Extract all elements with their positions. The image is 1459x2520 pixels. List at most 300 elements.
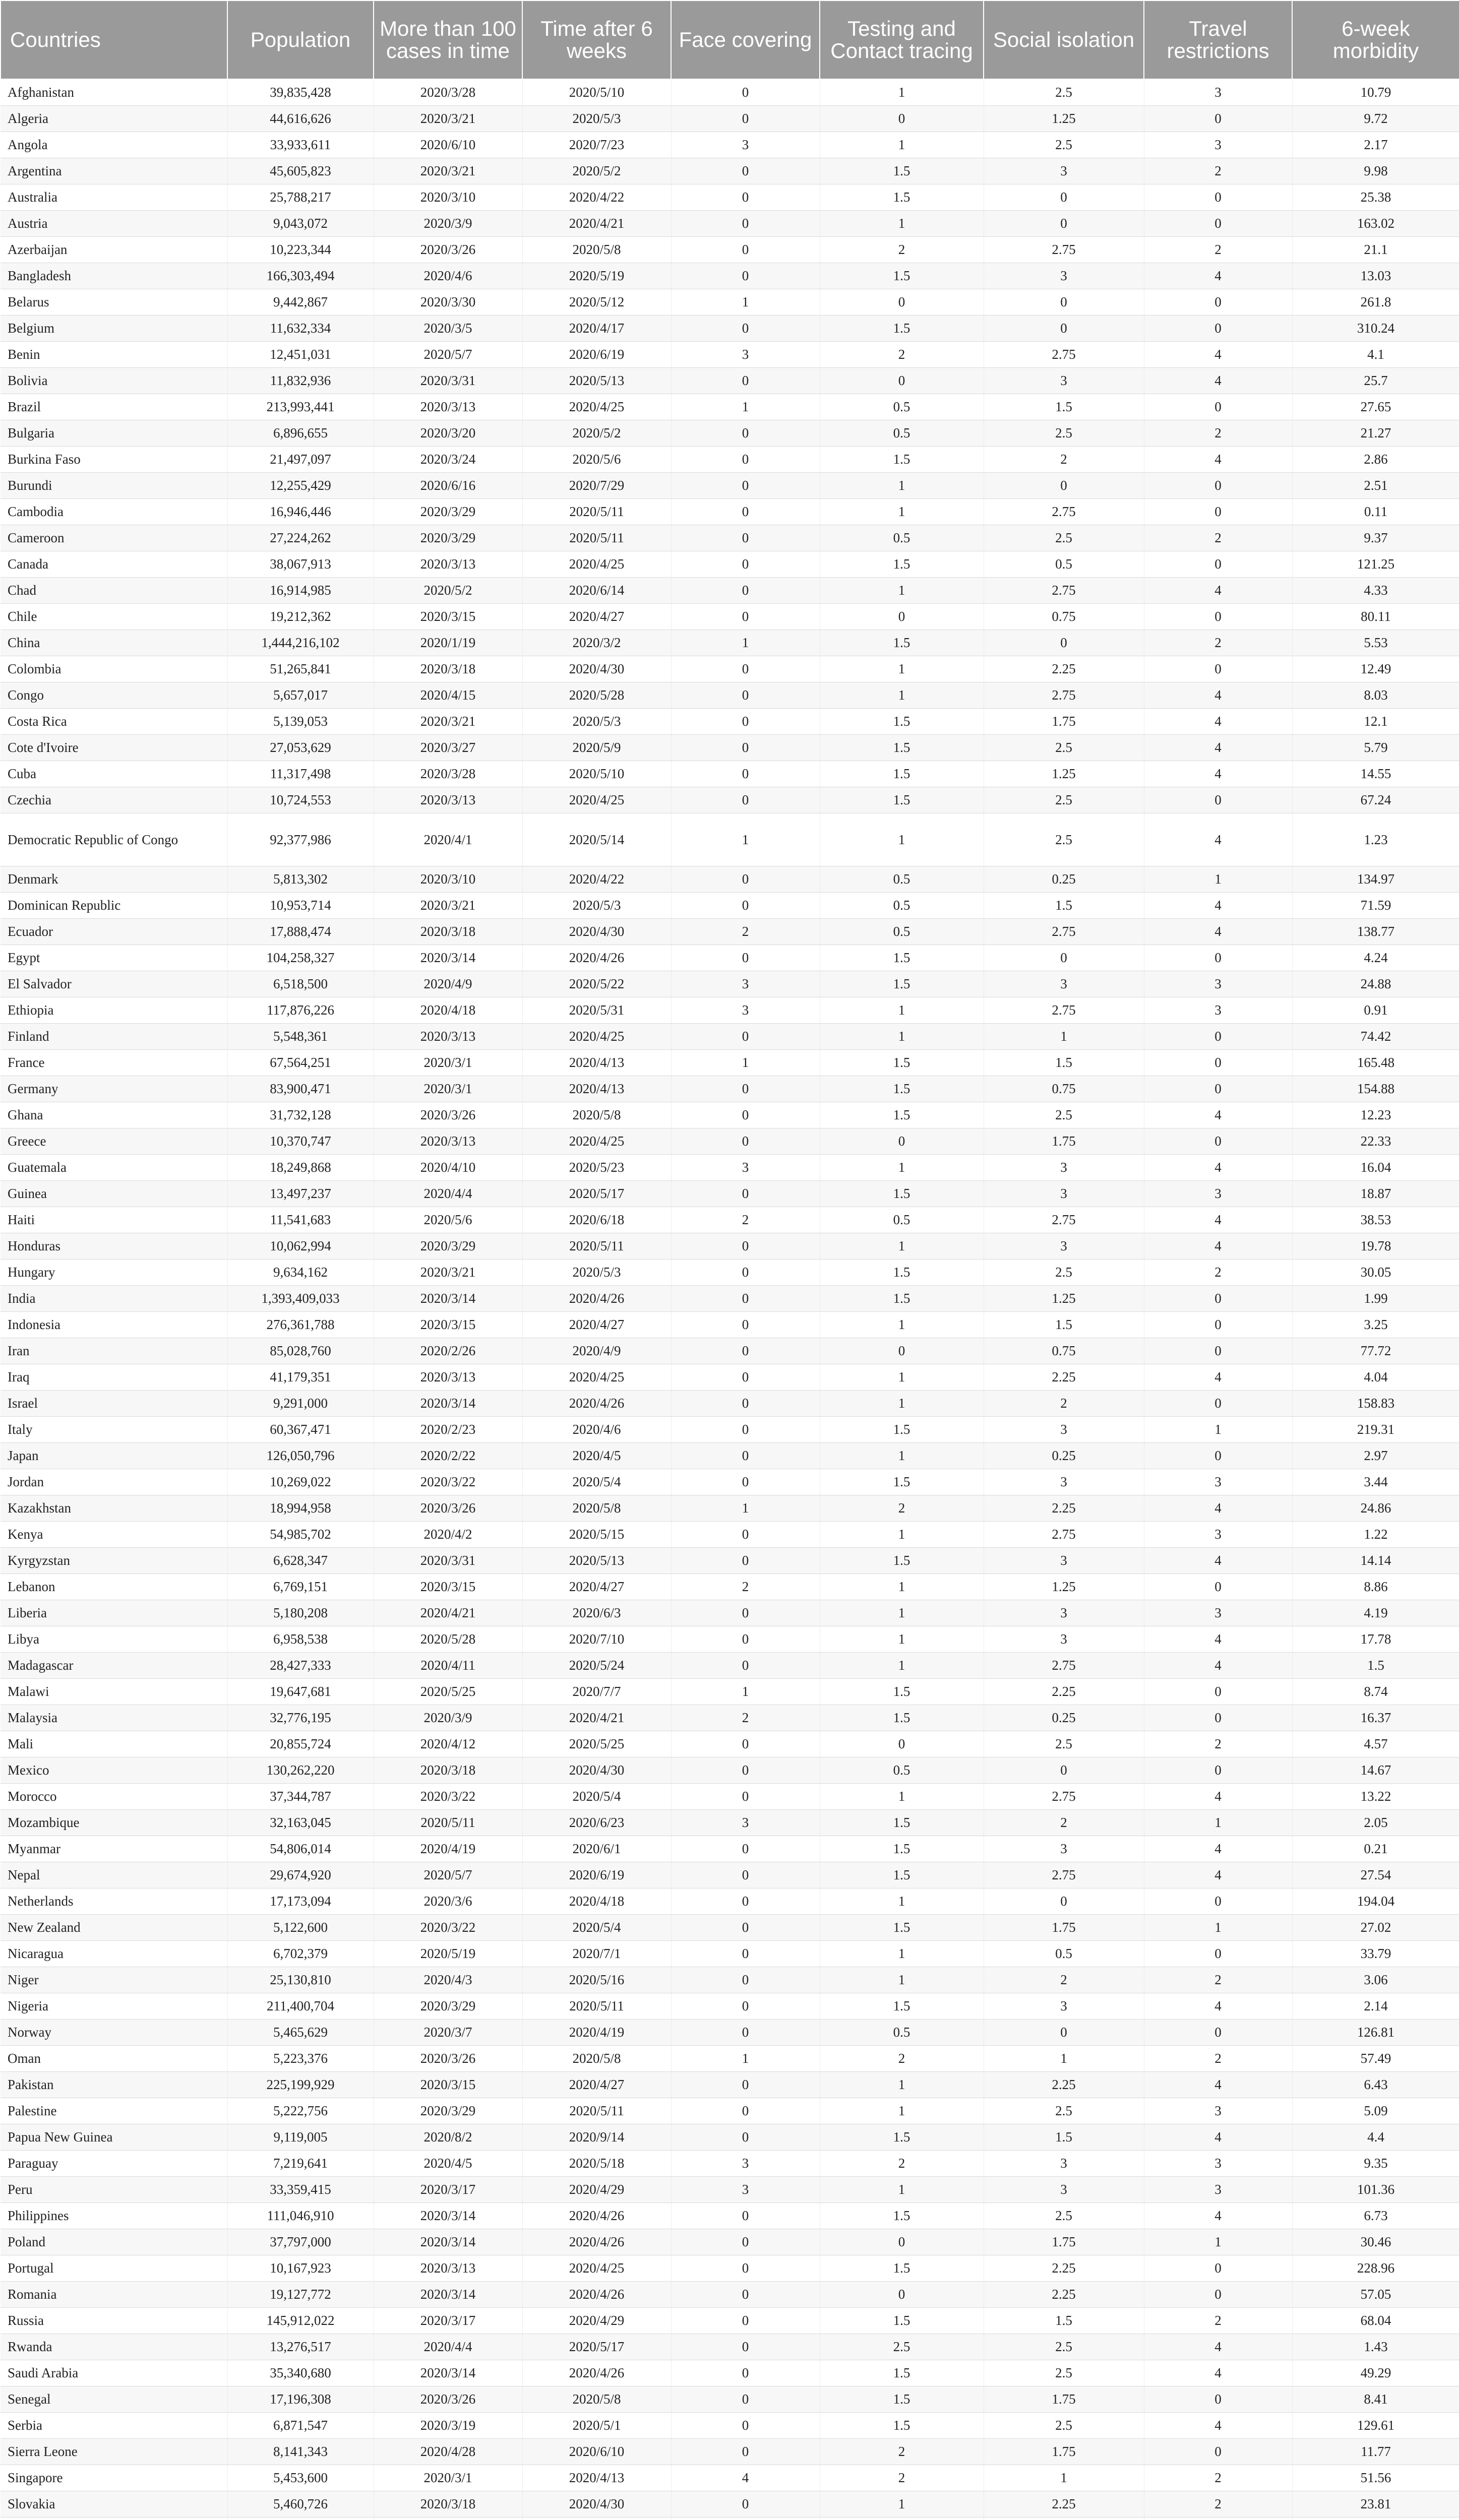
table-cell-face-covering: 0 (671, 184, 820, 210)
table-cell-time-after-6-weeks: 2020/4/25 (522, 1128, 671, 1154)
table-cell-time-after-6-weeks: 2020/5/8 (522, 1495, 671, 1521)
table-cell-time-after-6-weeks: 2020/5/17 (522, 2334, 671, 2360)
table-cell-6-week-morbidity: 74.42 (1292, 1023, 1459, 1049)
table-cell-more-than-100-cases: 2020/3/29 (374, 2098, 522, 2124)
table-cell-travel-restrictions: 0 (1144, 1888, 1292, 1914)
table-cell-testing-contact-tracing: 1.5 (820, 1180, 984, 1207)
table-cell-country: Rwanda (1, 2334, 227, 2360)
table-cell-country: Costa Rica (1, 708, 227, 734)
table-cell-more-than-100-cases: 2020/4/6 (374, 263, 522, 289)
table-cell-country: Bulgaria (1, 420, 227, 446)
table-cell-social-isolation: 2.75 (984, 1652, 1144, 1678)
table-cell-testing-contact-tracing: 1 (820, 79, 984, 105)
table-row (1, 2334, 1459, 2360)
table-row (1, 132, 1459, 158)
table-cell-time-after-6-weeks: 2020/5/6 (522, 446, 671, 472)
table-cell-social-isolation: 3 (984, 1993, 1144, 2019)
table-cell-country: Nigeria (1, 1993, 227, 2019)
table-cell-social-isolation: 3 (984, 263, 1144, 289)
table-cell-6-week-morbidity: 4.33 (1292, 577, 1459, 603)
table-cell-face-covering: 0 (671, 2255, 820, 2281)
table-cell-time-after-6-weeks: 2020/5/18 (522, 2150, 671, 2176)
table-cell-travel-restrictions: 0 (1144, 1338, 1292, 1364)
table-cell-travel-restrictions: 0 (1144, 472, 1292, 498)
table-cell-country: Belgium (1, 315, 227, 341)
table-cell-6-week-morbidity: 9.35 (1292, 2150, 1459, 2176)
table-cell-population: 20,855,724 (227, 1731, 374, 1757)
table-cell-face-covering: 1 (671, 394, 820, 420)
table-cell-social-isolation: 2.5 (984, 787, 1144, 813)
table-cell-testing-contact-tracing (820, 2517, 984, 2520)
table-cell-social-isolation: 3 (984, 1180, 1144, 1207)
table-cell-travel-restrictions: 4 (1144, 1154, 1292, 1180)
table-cell-country: Iran (1, 1338, 227, 1364)
table-cell-social-isolation: 2 (984, 1809, 1144, 1836)
table-cell-country: Indonesia (1, 1311, 227, 1338)
table-cell-more-than-100-cases: 2020/3/26 (374, 236, 522, 263)
table-cell-population: 18,249,868 (227, 1154, 374, 1180)
table-cell-country: Sierra Leone (1, 2438, 227, 2465)
table-cell-country: Guatemala (1, 1154, 227, 1180)
table-cell-population: 1,393,409,033 (227, 1285, 374, 1311)
table-cell-population: 145,912,022 (227, 2307, 374, 2334)
table-cell-testing-contact-tracing: 1 (820, 1573, 984, 1600)
table-cell-time-after-6-weeks: 2020/7/10 (522, 1626, 671, 1652)
table-row (1, 367, 1459, 394)
table-cell-more-than-100-cases: 2020/5/7 (374, 1862, 522, 1888)
table-cell-time-after-6-weeks: 2020/5/3 (522, 892, 671, 918)
table-cell-social-isolation: 1.25 (984, 1573, 1144, 1600)
table-cell-face-covering: 0 (671, 498, 820, 525)
table-cell-population: 5,465,629 (227, 2019, 374, 2045)
table-cell-more-than-100-cases: 2020/3/31 (374, 367, 522, 394)
table-cell-country: Mali (1, 1731, 227, 1757)
table-cell-country: Israel (1, 1390, 227, 1416)
table-cell-population: 7,219,641 (227, 2150, 374, 2176)
table-cell-6-week-morbidity: 3.06 (1292, 1967, 1459, 1993)
table-cell-social-isolation: 2.5 (984, 79, 1144, 105)
table-cell-time-after-6-weeks: 2020/5/3 (522, 708, 671, 734)
table-cell-social-isolation: 2.75 (984, 997, 1144, 1023)
table-cell-social-isolation: 2 (984, 1390, 1144, 1416)
table-cell-time-after-6-weeks: 2020/5/28 (522, 682, 671, 708)
table-row (1, 1390, 1459, 1416)
table-row (1, 1731, 1459, 1757)
table-cell-time-after-6-weeks: 2020/4/26 (522, 944, 671, 971)
table-cell-travel-restrictions: 3 (1144, 971, 1292, 997)
table-cell-travel-restrictions: 0 (1144, 551, 1292, 577)
table-cell-more-than-100-cases: 2020/5/28 (374, 1626, 522, 1652)
table-cell-country: Canada (1, 551, 227, 577)
table-row (1, 997, 1459, 1023)
table-cell-face-covering: 2 (671, 1573, 820, 1600)
table-row (1, 1233, 1459, 1259)
table-row (1, 498, 1459, 525)
table-cell-population: 11,317,498 (227, 761, 374, 787)
table-row (1, 1311, 1459, 1338)
table-cell-country: Brazil (1, 394, 227, 420)
table-cell-population: 33,933,611 (227, 132, 374, 158)
table-cell-6-week-morbidity (1292, 2517, 1459, 2520)
table-cell-time-after-6-weeks: 2020/4/5 (522, 1442, 671, 1469)
table-cell-more-than-100-cases: 2020/3/22 (374, 1469, 522, 1495)
table-cell-travel-restrictions: 0 (1144, 2438, 1292, 2465)
table-cell-time-after-6-weeks: 2020/5/11 (522, 2098, 671, 2124)
table-cell-6-week-morbidity: 80.11 (1292, 603, 1459, 629)
table-cell-population: 16,914,985 (227, 577, 374, 603)
table-cell-country: Ecuador (1, 918, 227, 944)
table-cell-6-week-morbidity: 27.54 (1292, 1862, 1459, 1888)
table-cell-population: 12,451,031 (227, 341, 374, 367)
table-row (1, 761, 1459, 787)
table-cell-social-isolation: 2.5 (984, 525, 1144, 551)
table-cell-country: Haiti (1, 1207, 227, 1233)
table-cell-6-week-morbidity: 14.55 (1292, 761, 1459, 787)
table-row (1, 263, 1459, 289)
table-cell-population: 6,769,151 (227, 1573, 374, 1600)
table-row (1, 1049, 1459, 1076)
table-cell-testing-contact-tracing: 1.5 (820, 1705, 984, 1731)
table-cell-6-week-morbidity: 4.1 (1292, 341, 1459, 367)
table-cell-face-covering: 0 (671, 105, 820, 132)
table-cell-6-week-morbidity: 14.67 (1292, 1757, 1459, 1783)
table-cell-country: Palestine (1, 2098, 227, 2124)
table-cell-social-isolation: 0 (984, 629, 1144, 656)
table-cell-6-week-morbidity: 21.1 (1292, 236, 1459, 263)
table-cell-country: Azerbaijan (1, 236, 227, 263)
table-cell-travel-restrictions: 3 (1144, 997, 1292, 1023)
table-cell-social-isolation: 2.75 (984, 1521, 1144, 1547)
table-cell-face-covering: 0 (671, 1600, 820, 1626)
table-cell-travel-restrictions: 4 (1144, 1547, 1292, 1573)
table-cell-more-than-100-cases: 2020/3/30 (374, 289, 522, 315)
table-cell-more-than-100-cases: 2020/3/13 (374, 551, 522, 577)
table-cell-6-week-morbidity: 4.57 (1292, 1731, 1459, 1757)
table-cell-travel-restrictions: 0 (1144, 1573, 1292, 1600)
table-cell-6-week-morbidity: 3.25 (1292, 1311, 1459, 1338)
table-cell-country: Morocco (1, 1783, 227, 1809)
table-cell-face-covering: 0 (671, 1888, 820, 1914)
table-cell-more-than-100-cases: 2020/5/25 (374, 1678, 522, 1705)
table-row (1, 2491, 1459, 2517)
table-cell-country: Czechia (1, 787, 227, 813)
table-cell-face-covering: 0 (671, 1469, 820, 1495)
table-row (1, 1600, 1459, 1626)
table-row (1, 79, 1459, 105)
table-cell-6-week-morbidity: 129.61 (1292, 2412, 1459, 2438)
table-cell-more-than-100-cases: 2020/3/14 (374, 2202, 522, 2229)
table-cell-testing-contact-tracing: 2 (820, 1495, 984, 1521)
table-cell-more-than-100-cases: 2020/4/19 (374, 1836, 522, 1862)
table-cell-face-covering: 1 (671, 629, 820, 656)
table-cell-face-covering: 0 (671, 2281, 820, 2307)
table-cell-population: 6,628,347 (227, 1547, 374, 1573)
table-row (1, 158, 1459, 184)
table-cell-time-after-6-weeks: 2020/4/18 (522, 1888, 671, 1914)
table-cell-testing-contact-tracing: 1.5 (820, 158, 984, 184)
table-cell-time-after-6-weeks: 2020/6/3 (522, 1600, 671, 1626)
table-cell-travel-restrictions: 0 (1144, 498, 1292, 525)
table-cell-population: 5,813,302 (227, 866, 374, 892)
table-cell-more-than-100-cases: 2020/3/22 (374, 1783, 522, 1809)
table-cell-testing-contact-tracing: 1 (820, 682, 984, 708)
table-cell-testing-contact-tracing: 1 (820, 656, 984, 682)
table-cell-travel-restrictions: 0 (1144, 2019, 1292, 2045)
table-cell-time-after-6-weeks: 2020/5/4 (522, 1783, 671, 1809)
table-cell-6-week-morbidity: 12.23 (1292, 1102, 1459, 1128)
table-cell-social-isolation: 2.25 (984, 2071, 1144, 2098)
table-cell-population: 51,265,841 (227, 656, 374, 682)
table-cell-social-isolation: 2.5 (984, 2334, 1144, 2360)
table-cell-country: Mozambique (1, 1809, 227, 1836)
table-cell-travel-restrictions: 2 (1144, 236, 1292, 263)
table-cell-testing-contact-tracing: 1.5 (820, 1547, 984, 1573)
table-cell-more-than-100-cases: 2020/3/14 (374, 1285, 522, 1311)
table-cell-travel-restrictions: 1 (1144, 1416, 1292, 1442)
table-row (1, 656, 1459, 682)
table-cell-more-than-100-cases: 2020/3/28 (374, 79, 522, 105)
table-row (1, 1076, 1459, 1102)
table-cell-population: 10,370,747 (227, 1128, 374, 1154)
table-cell-face-covering: 2 (671, 1207, 820, 1233)
table-cell-face-covering: 0 (671, 367, 820, 394)
table-cell-country: Congo (1, 682, 227, 708)
table-row (1, 2281, 1459, 2307)
table-cell-time-after-6-weeks: 2020/4/26 (522, 2360, 671, 2386)
table-row (1, 1652, 1459, 1678)
table-cell-country: Nicaragua (1, 1940, 227, 1967)
table-cell-social-isolation: 2.25 (984, 2255, 1144, 2281)
table-cell-face-covering: 0 (671, 2491, 820, 2517)
table-cell-travel-restrictions: 2 (1144, 1259, 1292, 1285)
table-cell-testing-contact-tracing: 2 (820, 2045, 984, 2071)
table-cell-testing-contact-tracing: 1 (820, 2491, 984, 2517)
table-cell-travel-restrictions: 0 (1144, 105, 1292, 132)
table-row (1, 1705, 1459, 1731)
table-cell-population (227, 2517, 374, 2520)
table-cell-population: 211,400,704 (227, 1993, 374, 2019)
table-cell-social-isolation: 2.75 (984, 918, 1144, 944)
table-cell-time-after-6-weeks: 2020/6/18 (522, 1207, 671, 1233)
table-cell-face-covering: 0 (671, 2098, 820, 2124)
table-cell-testing-contact-tracing: 0 (820, 1338, 984, 1364)
table-cell-more-than-100-cases: 2020/3/10 (374, 184, 522, 210)
table-cell-more-than-100-cases: 2020/3/19 (374, 2412, 522, 2438)
table-cell-country: Argentina (1, 158, 227, 184)
table-cell-population: 41,179,351 (227, 1364, 374, 1390)
table-cell-social-isolation: 2.5 (984, 734, 1144, 761)
table-cell-testing-contact-tracing: 1.5 (820, 629, 984, 656)
table-cell-travel-restrictions: 1 (1144, 1914, 1292, 1940)
table-cell-more-than-100-cases: 2020/3/13 (374, 1023, 522, 1049)
table-cell-population: 5,139,053 (227, 708, 374, 734)
table-cell-travel-restrictions: 4 (1144, 446, 1292, 472)
table-cell-face-covering (671, 2517, 820, 2520)
table-cell-population: 29,674,920 (227, 1862, 374, 1888)
table-cell-6-week-morbidity: 6.43 (1292, 2071, 1459, 2098)
table-cell-more-than-100-cases: 2020/3/7 (374, 2019, 522, 2045)
table-cell-more-than-100-cases: 2020/3/13 (374, 394, 522, 420)
table-cell-more-than-100-cases: 2020/3/29 (374, 525, 522, 551)
table-cell-social-isolation: 1 (984, 2465, 1144, 2491)
table-row (1, 1626, 1459, 1652)
table-cell-time-after-6-weeks: 2020/4/22 (522, 184, 671, 210)
table-cell-country: Cuba (1, 761, 227, 787)
table-cell-more-than-100-cases: 2020/5/2 (374, 577, 522, 603)
table-cell-6-week-morbidity: 228.96 (1292, 2255, 1459, 2281)
table-row (1, 2124, 1459, 2150)
table-cell-face-covering: 1 (671, 1495, 820, 1521)
table-cell-testing-contact-tracing: 0.5 (820, 918, 984, 944)
table-cell-more-than-100-cases: 2020/4/12 (374, 1731, 522, 1757)
table-row (1, 2098, 1459, 2124)
table-cell-population: 5,122,600 (227, 1914, 374, 1940)
table-cell-travel-restrictions: 0 (1144, 2386, 1292, 2412)
table-row (1, 1757, 1459, 1783)
table-cell-social-isolation: 0 (984, 1888, 1144, 1914)
table-cell-testing-contact-tracing: 1.5 (820, 944, 984, 971)
table-cell-time-after-6-weeks: 2020/4/25 (522, 394, 671, 420)
table-cell-population: 9,442,867 (227, 289, 374, 315)
table-cell-travel-restrictions: 4 (1144, 1364, 1292, 1390)
table-cell-6-week-morbidity: 219.31 (1292, 1416, 1459, 1442)
table-cell-time-after-6-weeks: 2020/5/4 (522, 1469, 671, 1495)
table-cell-time-after-6-weeks: 2020/4/19 (522, 2019, 671, 2045)
table-cell-6-week-morbidity: 165.48 (1292, 1049, 1459, 1076)
table-cell-time-after-6-weeks: 2020/4/26 (522, 1285, 671, 1311)
table-cell-face-covering: 0 (671, 551, 820, 577)
table-cell-6-week-morbidity: 27.02 (1292, 1914, 1459, 1940)
table-cell-time-after-6-weeks: 2020/4/13 (522, 2465, 671, 2491)
table-cell-social-isolation: 2.5 (984, 1102, 1144, 1128)
table-cell-country: Peru (1, 2176, 227, 2202)
table-cell-social-isolation: 2.75 (984, 341, 1144, 367)
table-cell-population: 9,043,072 (227, 210, 374, 236)
table-cell-country: Cambodia (1, 498, 227, 525)
table-cell-population: 6,518,500 (227, 971, 374, 997)
table-cell-6-week-morbidity: 68.04 (1292, 2307, 1459, 2334)
table-cell-face-covering: 3 (671, 997, 820, 1023)
table-cell-social-isolation: 3 (984, 2150, 1144, 2176)
table-cell-6-week-morbidity: 2.51 (1292, 472, 1459, 498)
column-header-6-week-morbidity: 6-week morbidity (1292, 1, 1459, 79)
table-cell-6-week-morbidity: 1.99 (1292, 1285, 1459, 1311)
table-cell-more-than-100-cases: 2020/3/1 (374, 1049, 522, 1076)
table-cell-population: 83,900,471 (227, 1076, 374, 1102)
table-row (1, 236, 1459, 263)
table-row (1, 341, 1459, 367)
table-cell-time-after-6-weeks: 2020/4/22 (522, 866, 671, 892)
table-row (1, 1967, 1459, 1993)
table-cell-country: Bolivia (1, 367, 227, 394)
table-cell-testing-contact-tracing: 1 (820, 2176, 984, 2202)
table-cell-6-week-morbidity: 5.09 (1292, 2098, 1459, 2124)
table-cell-more-than-100-cases: 2020/3/18 (374, 2491, 522, 2517)
table-cell-testing-contact-tracing: 0 (820, 289, 984, 315)
table-cell-6-week-morbidity: 11.77 (1292, 2438, 1459, 2465)
table-row (1, 1573, 1459, 1600)
table-cell-travel-restrictions: 0 (1144, 1128, 1292, 1154)
table-cell-social-isolation: 1 (984, 1023, 1144, 1049)
table-cell-6-week-morbidity: 1.43 (1292, 2334, 1459, 2360)
table-cell-more-than-100-cases: 2020/4/28 (374, 2438, 522, 2465)
table-row (1, 1128, 1459, 1154)
table-cell-population: 8,141,343 (227, 2438, 374, 2465)
table-cell-testing-contact-tracing: 1 (820, 1023, 984, 1049)
table-row (1, 420, 1459, 446)
table-cell-time-after-6-weeks: 2020/5/24 (522, 1652, 671, 1678)
table-cell-social-isolation: 1 (984, 2045, 1144, 2071)
table-cell-population: 17,888,474 (227, 918, 374, 944)
table-cell-testing-contact-tracing: 1.5 (820, 761, 984, 787)
table-cell-time-after-6-weeks: 2020/5/10 (522, 79, 671, 105)
table-cell-face-covering: 0 (671, 1993, 820, 2019)
table-cell-testing-contact-tracing: 0 (820, 105, 984, 132)
table-cell-country: Poland (1, 2229, 227, 2255)
table-cell-travel-restrictions: 4 (1144, 2071, 1292, 2098)
table-cell-6-week-morbidity: 126.81 (1292, 2019, 1459, 2045)
table-cell-social-isolation: 0.25 (984, 1705, 1144, 1731)
table-cell-testing-contact-tracing: 0 (820, 2281, 984, 2307)
table-cell-social-isolation: 2.75 (984, 1207, 1144, 1233)
table-cell-population: 31,732,128 (227, 1102, 374, 1128)
table-cell-time-after-6-weeks: 2020/5/4 (522, 1914, 671, 1940)
table-cell-country: Ethiopia (1, 997, 227, 1023)
table-cell-time-after-6-weeks: 2020/4/13 (522, 1049, 671, 1076)
table-cell-country: Cote d'Ivoire (1, 734, 227, 761)
table-cell-more-than-100-cases: 2020/3/9 (374, 210, 522, 236)
table-cell-6-week-morbidity: 138.77 (1292, 918, 1459, 944)
table-row (1, 2386, 1459, 2412)
table-row (1, 446, 1459, 472)
table-cell-population: 276,361,788 (227, 1311, 374, 1338)
table-row (1, 2019, 1459, 2045)
table-cell-social-isolation: 2.5 (984, 1259, 1144, 1285)
table-cell-time-after-6-weeks: 2020/4/30 (522, 918, 671, 944)
table-cell-country: Slovakia (1, 2491, 227, 2517)
table-cell-travel-restrictions: 4 (1144, 1102, 1292, 1128)
table-cell-face-covering: 0 (671, 420, 820, 446)
table-cell-travel-restrictions (1144, 2517, 1292, 2520)
table-cell-time-after-6-weeks: 2020/7/29 (522, 472, 671, 498)
table-cell-6-week-morbidity: 21.27 (1292, 420, 1459, 446)
table-cell-time-after-6-weeks: 2020/5/10 (522, 761, 671, 787)
table-cell-population: 37,344,787 (227, 1783, 374, 1809)
table-cell-population: 92,377,986 (227, 813, 374, 866)
table-row (1, 1940, 1459, 1967)
table-cell-social-isolation: 2.75 (984, 1783, 1144, 1809)
table-cell-testing-contact-tracing: 0.5 (820, 892, 984, 918)
table-cell-population: 32,163,045 (227, 1809, 374, 1836)
table-cell-face-covering: 0 (671, 944, 820, 971)
table-cell-travel-restrictions: 0 (1144, 944, 1292, 971)
table-cell-face-covering: 0 (671, 1180, 820, 1207)
column-header-time-after-6-weeks: Time after 6 weeks (522, 1, 671, 79)
table-row (1, 1023, 1459, 1049)
table-cell-face-covering: 0 (671, 2071, 820, 2098)
table-row (1, 105, 1459, 132)
table-cell-population: 54,806,014 (227, 1836, 374, 1862)
table-cell-more-than-100-cases: 2020/4/5 (374, 2150, 522, 2176)
table-cell-time-after-6-weeks: 2020/7/23 (522, 132, 671, 158)
table-cell-more-than-100-cases: 2020/3/14 (374, 2229, 522, 2255)
table-cell-country: Guinea (1, 1180, 227, 1207)
table-cell-testing-contact-tracing: 1 (820, 210, 984, 236)
table-cell-testing-contact-tracing: 2 (820, 236, 984, 263)
table-cell-6-week-morbidity: 163.02 (1292, 210, 1459, 236)
table-cell-population: 126,050,796 (227, 1442, 374, 1469)
table-cell-travel-restrictions: 4 (1144, 2412, 1292, 2438)
